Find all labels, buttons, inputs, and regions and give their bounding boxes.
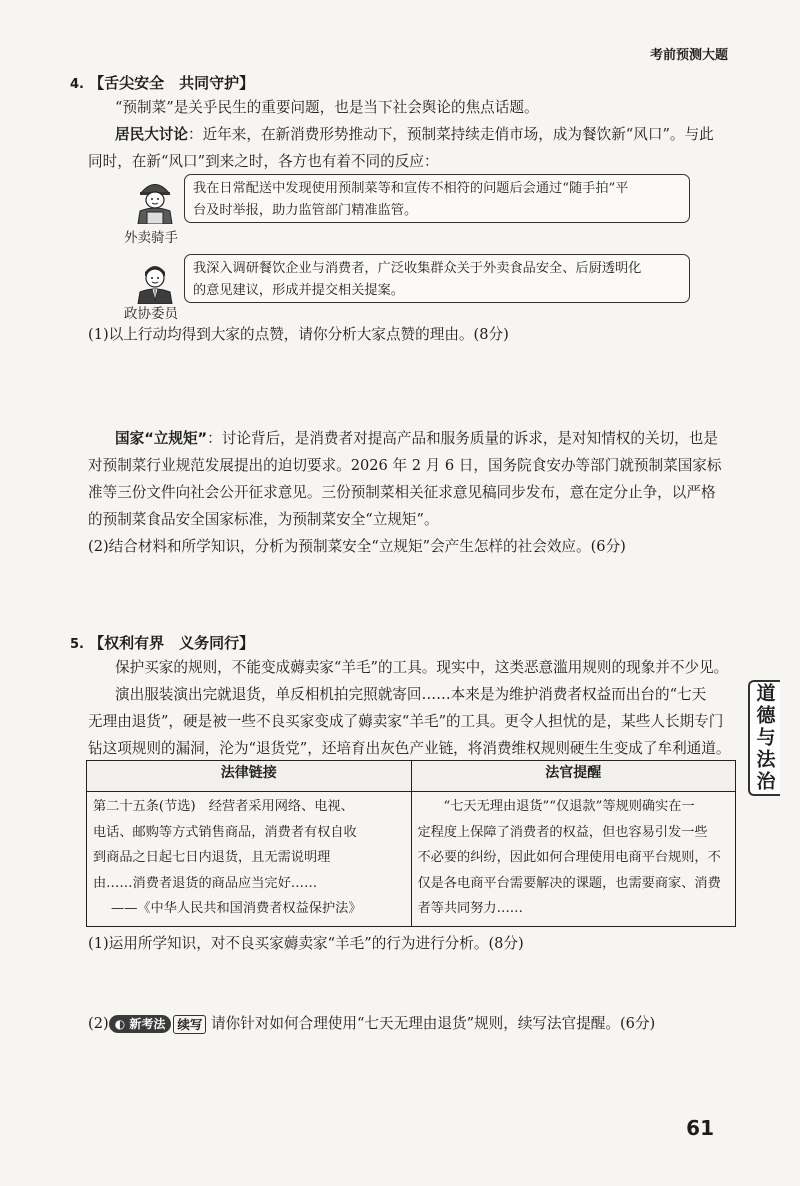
q4-discussion-line1: 居民大讨论：近年来，在新消费形势推动下，预制菜持续走俏市场，成为餐饮新“风口”。与此	[115, 126, 714, 143]
lightbulb-icon: ◐	[114, 1017, 126, 1031]
cppcc-member-icon	[132, 254, 178, 304]
cppcc-label: 政协委员	[124, 306, 178, 322]
q4-heading	[70, 72, 254, 93]
discussion-label: 居民大讨论	[115, 126, 188, 143]
page-number: 61	[686, 1116, 714, 1140]
q4-question-1: (1)以上行动均得到大家的点赞，请你分析大家点赞的理由。(8分)	[88, 326, 509, 343]
q4-question-2: (2)结合材料和所学知识，分析为预制菜安全“立规矩”会产生怎样的社会效应。(6分)	[88, 538, 626, 555]
rider-label: 外卖骑手	[124, 230, 178, 246]
q4-intro: “预制菜”是关乎民生的重要问题，也是当下社会舆论的焦点话题。	[115, 99, 539, 116]
section-header: 考前预测大题	[649, 48, 728, 63]
q4-rules-line4: 的预制菜食品安全国家标准，为预制菜安全“立规矩”。	[88, 511, 439, 528]
q4-rules-line3: 准等三份文件向社会公开征求意见。三份预制菜相关征求意见稿同步发布，意在定分止争，以严格	[88, 484, 716, 501]
q5-para-line1: 演出服装演出完就退货，单反相机拍完照就寄回……本来是为维护消费者权益而出台的“七天	[115, 686, 707, 703]
law-link-header: 法律链接	[87, 761, 412, 792]
q5-para-line3: 钻这项规则的漏洞，沦为“退货党”，还培育出灰色产业链，将消费维权规则硬生生变成了牟利通道。	[88, 740, 731, 757]
q5-heading	[70, 632, 254, 653]
q4-title: 【舌尖安全 共同守护】	[89, 74, 255, 92]
q5-number: 5.	[70, 637, 84, 652]
subject-side-tab: 道德与法治	[748, 680, 780, 796]
judge-reminder-cell: “七天无理由退货”“仅退款”等规则确实在一 定程度上保障了消费者的权益，但也容易引发一些 不必要的纠纷，因此如何合理使用电商平台规则，不 仅是各电商平台需要解决的课题，也需要商家、消费 者等共同努力……	[411, 792, 736, 927]
q5-intro: 保护买家的规则，不能变成薅卖家“羊毛”的工具。现实中，这类恶意滥用规则的现象并不少见。	[115, 659, 729, 676]
q4-number: 4.	[70, 77, 84, 92]
cppcc-speech-bubble: 我深入调研餐饮企业与消费者，广泛收集群众关于外卖食品安全、后厨透明化 的意见建议，形成并提交相关提案。	[184, 254, 690, 303]
q4-discussion-line2: 同时，在新“风口”到来之时，各方也有着不同的反应：	[88, 153, 439, 170]
delivery-rider-icon	[132, 174, 178, 224]
judge-reminder-header: 法官提醒	[411, 761, 736, 792]
new-method-badge: ◐ 新考法	[109, 1015, 172, 1033]
q5-question-1: (1)运用所学知识，对不良买家薅卖家“羊毛”的行为进行分析。(8分)	[88, 935, 524, 952]
rules-label: 国家“立规矩”	[115, 430, 208, 447]
continue-writing-badge: 续写	[173, 1015, 206, 1034]
q5-para-line2: 无理由退货”，硬是被一些不良买家变成了薅卖家“羊毛”的工具。更令人担忧的是，某些人长期专门	[88, 713, 724, 730]
law-link-cell: 第二十五条(节选) 经营者采用网络、电视、 电话、邮购等方式销售商品，消费者有权自收 到商品之日起七日内退货，且无需说明理 由……消费者退货的商品应当完好…… ——《中华人民共和国消费者权益保护法》	[87, 792, 412, 927]
law-table	[86, 760, 736, 927]
q4-rules-line1: 国家“立规矩”：讨论背后，是消费者对提高产品和服务质量的诉求，是对知情权的关切，也是	[115, 430, 718, 447]
q5-title: 【权利有界 义务同行】	[89, 634, 255, 652]
q5-question-2: (2) ◐ 新考法 续写 请你针对如何合理使用“七天无理由退货”规则，续写法官提醒。(6分)	[88, 1015, 656, 1032]
rider-speech-bubble: 我在日常配送中发现使用预制菜等和宣传不相符的问题后会通过“随手拍”平 台及时举报，助力监管部门精准监管。	[184, 174, 690, 223]
q4-rules-line2: 对预制菜行业规范发展提出的迫切要求。2026 年 2 月 6 日，国务院食安办等部门就预制菜国家标	[88, 457, 722, 474]
